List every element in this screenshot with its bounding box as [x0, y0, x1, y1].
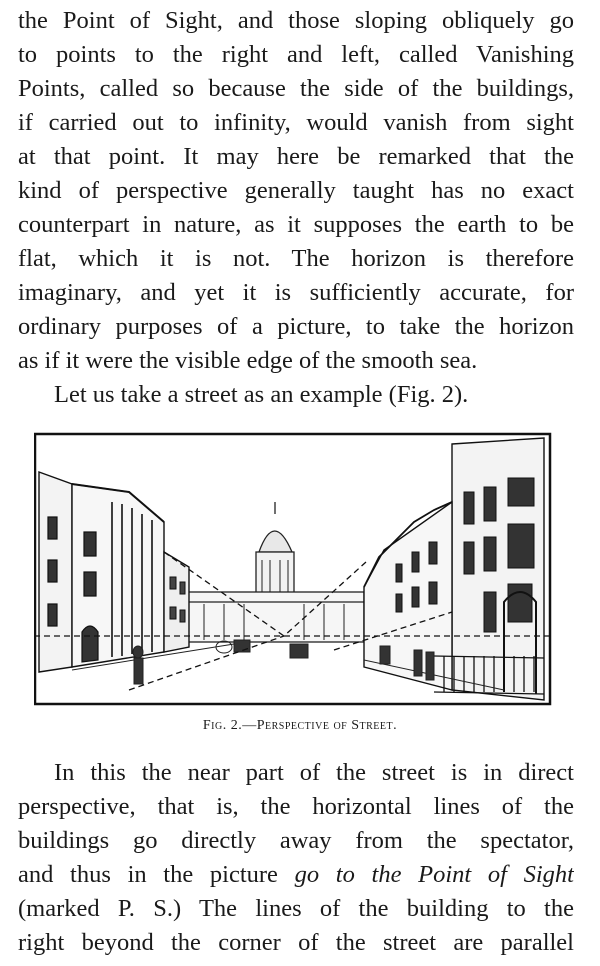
text-line: counterpart in nature, as it supposes the earth to be [18, 211, 574, 238]
street-perspective-illustration [34, 432, 552, 708]
text-line: In this the near part of the street is in direct [54, 759, 574, 786]
paragraph-top [18, 4, 578, 412]
text-line: to points to the right and left, called Vanishing [18, 41, 574, 68]
text-line: imaginary, and yet it is sufficiently accurate, for [18, 279, 574, 306]
text-line: as if it were the visible edge of the smooth sea. [18, 347, 478, 374]
text-line: if carried out to infinity, would vanish from sight [18, 109, 574, 136]
text-line: perspective, that is, the horizontal lines of the [18, 793, 574, 820]
text-line: ordinary purposes of a picture, to take the horizon [18, 313, 574, 340]
paragraph-bottom [18, 756, 578, 960]
text-line: (marked P. S.) The lines of the building to the [18, 895, 574, 922]
text-line: right beyond the corner of the street are parallel [18, 929, 574, 956]
text-segment: and thus in the picture [18, 861, 295, 888]
text-line: flat, which it is not. The horizon is therefore [18, 245, 574, 272]
text-line: kind of perspective generally taught has no exact [18, 177, 574, 204]
caption-text: Fig. 2.—Perspective of Street. [202, 718, 398, 733]
text-line: at that point. It may here be remarked that the [18, 143, 574, 170]
text-line: buildings go directly away from the spectator, [18, 827, 574, 854]
figure-caption [0, 718, 600, 734]
text-line [18, 858, 574, 892]
italic-phrase: go to the Point of Sight [294, 861, 574, 888]
example-line: Let us take a street as an example (Fig. 2). [54, 381, 469, 408]
text-line: Points, called so because the side of the buildings, [18, 75, 574, 102]
text-line: the Point of Sight, and those sloping obliquely go [18, 7, 574, 34]
